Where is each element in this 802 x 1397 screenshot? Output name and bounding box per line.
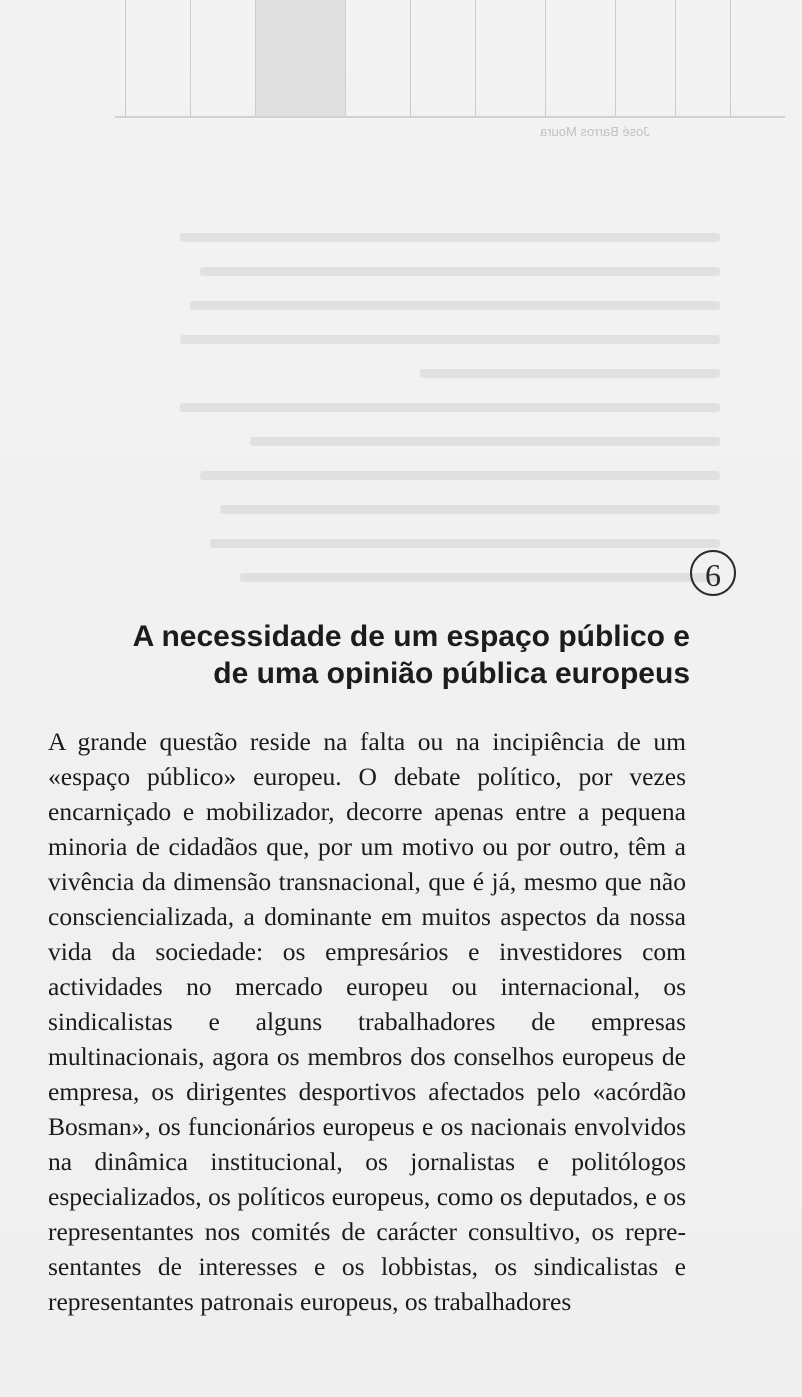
chapter-number-badge: 6 [690, 550, 736, 596]
show-through-running-footer: José Barros Moura [540, 124, 650, 139]
body-paragraph: A grande questão reside na falta ou na incipiência de um «espaço público» europeu. O debate político, por vezes encarniçado e mobilizador, decorre apenas entre a pequena minoria de cidadãos que, por um motivo ou por outro, têm a vivência da dimensão transnacional, que é já, mesmo que não consciencializada, a dominante em muitos aspectos da nossa vida da sociedade: os empresários e investidores com actividades no mercado europeu ou internacional, os sindicalistas e alguns trabalhadores de empresas multinacionais, agora os membros dos conselhos europeus de empresa, os dirigentes desportivos afectados pelo «acórdão Bosman», os funcionários europeus e os nacionais envolvidos na dinâmica institucional, os jornalistas e politólogos especializados, os políticos europeus, como os deputados, e os representantes nos comités de carácter consultivo, os representantes de interesses e os lobbistas, os sindicalistas e representantes patronais europeus, os trabalhadores [48, 727, 686, 1316]
chapter-heading [60, 618, 690, 692]
chapter-heading-line2: de uma opinião pública europeus [213, 657, 690, 690]
show-through-text [160, 218, 720, 592]
show-through-table [95, 0, 785, 118]
chapter-heading-line1: A necessidade de um espaço público e [132, 620, 690, 653]
